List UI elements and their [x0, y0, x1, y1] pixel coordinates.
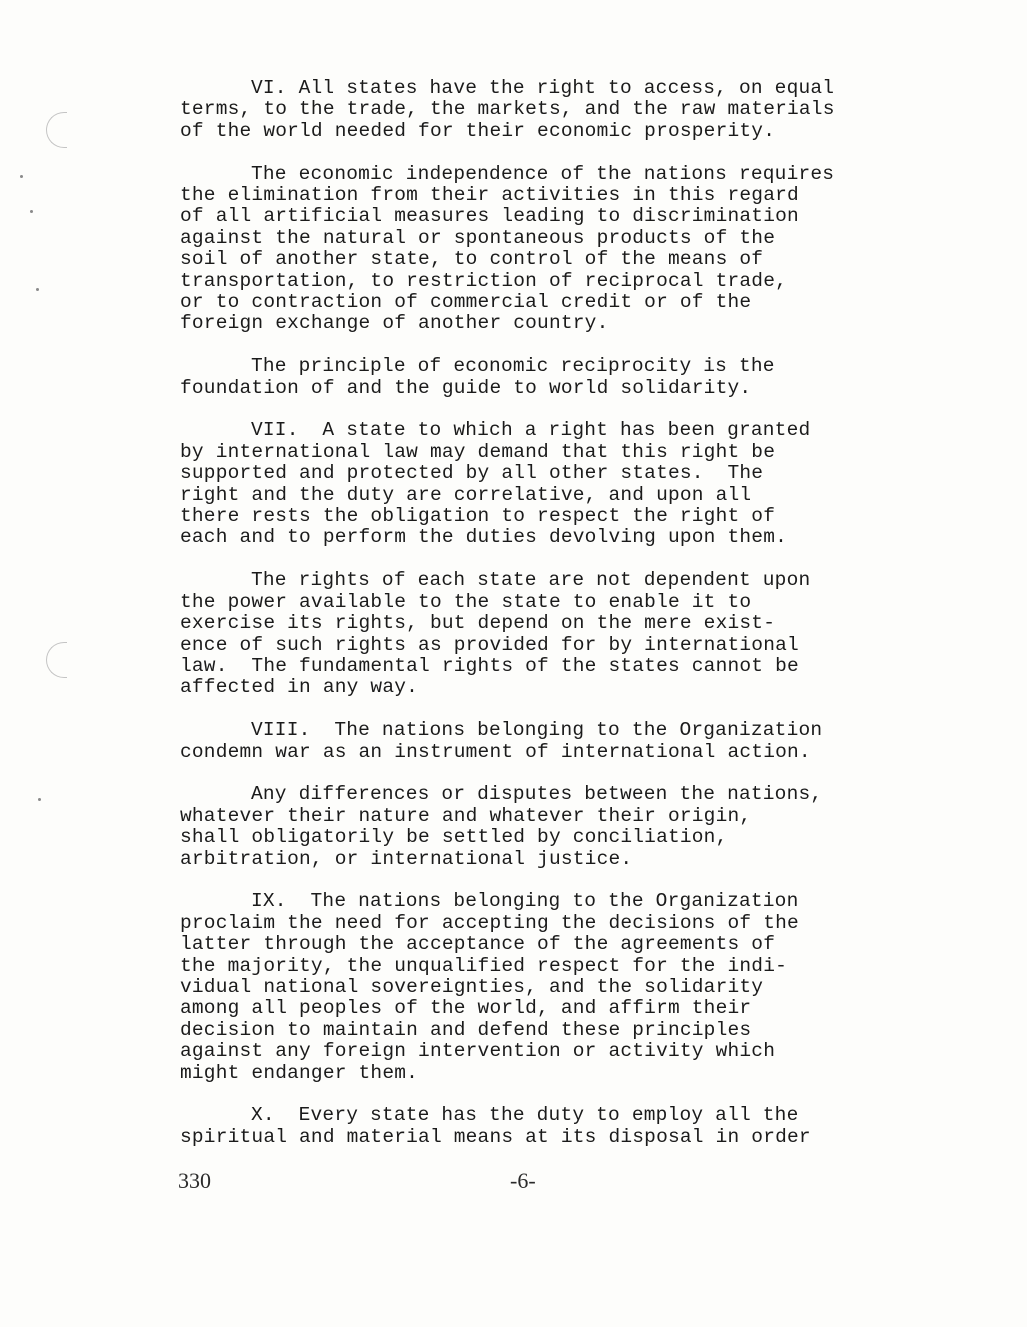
paragraph: [180, 1105, 900, 1148]
paper-speck: [38, 798, 41, 801]
paper-speck: [30, 210, 33, 213]
text-line: foreign exchange of another country.: [180, 312, 609, 335]
text-line: against the natural or spontaneous products of the: [180, 226, 776, 249]
text-line: of all artificial measures leading to discrimination: [180, 205, 799, 228]
paragraph: [180, 78, 900, 142]
text-line: whatever their nature and whatever their origin,: [180, 804, 752, 827]
text-line: VIII. The nations belonging to the Organization: [251, 719, 823, 742]
text-line: each and to perform the duties devolving upon them.: [180, 526, 787, 549]
text-line: arbitration, or international justice.: [180, 847, 633, 870]
text-line: law. The fundamental rights of the states cannot be: [180, 654, 799, 677]
document-body: [180, 78, 900, 1170]
paragraph: [180, 420, 900, 548]
text-line: VI. All states have the right to access, on equal: [251, 77, 835, 99]
text-line: foundation of and the guide to world solidarity.: [180, 376, 752, 399]
text-line: the majority, the unqualified respect for the indi-: [180, 954, 787, 977]
paper-speck: [20, 175, 23, 178]
text-line: there rests the obligation to respect the right of: [180, 505, 776, 528]
text-line: vidual national sovereignties, and the solidarity: [180, 975, 764, 998]
text-line: proclaim the need for accepting the decisions of the: [180, 911, 799, 934]
text-line: condemn war as an instrument of international action.: [180, 740, 811, 763]
text-line: the power available to the state to enable it to: [180, 590, 752, 613]
text-line: or to contraction of commercial credit or of the: [180, 291, 752, 314]
page-number: -6-: [510, 1168, 536, 1193]
text-line: affected in any way.: [180, 676, 419, 699]
paragraph: [180, 784, 900, 870]
text-line: among all peoples of the world, and affirm their: [180, 997, 752, 1020]
text-line: transportation, to restriction of reciprocal trade,: [180, 269, 787, 292]
paragraph: [180, 356, 900, 399]
text-line: VII. A state to which a right has been granted: [251, 419, 811, 442]
text-line: right and the duty are correlative, and upon all: [180, 483, 752, 506]
paragraph: [180, 570, 900, 698]
text-line: supported and protected by all other states. The: [180, 462, 764, 485]
punch-hole-top: [46, 112, 67, 148]
text-line: shall obligatorily be settled by conciliation,: [180, 826, 728, 849]
text-line: the elimination from their activities in this regard: [180, 184, 799, 207]
text-line: against any foreign intervention or activity which: [180, 1040, 776, 1063]
text-line: The principle of economic reciprocity is the: [251, 355, 775, 378]
text-line: decision to maintain and defend these principles: [180, 1018, 752, 1041]
text-line: IX. The nations belonging to the Organization: [251, 890, 799, 913]
text-line: spiritual and material means at its disposal in order: [180, 1125, 811, 1148]
text-line: might endanger them.: [180, 1061, 419, 1084]
text-line: soil of another state, to control of the means of: [180, 248, 764, 271]
text-line: The economic independence of the nations requires: [251, 162, 835, 185]
text-line: of the world needed for their economic prosperity.: [180, 119, 776, 142]
document-number: 330: [178, 1168, 211, 1193]
text-line: X. Every state has the duty to employ all the: [251, 1104, 799, 1127]
text-line: Any differences or disputes between the nations,: [251, 783, 823, 806]
text-line: latter through the acceptance of the agreements of: [180, 933, 776, 956]
paragraph: [180, 891, 900, 1084]
paper-speck: [36, 288, 39, 291]
text-line: exercise its rights, but depend on the mere exist-: [180, 612, 776, 635]
text-line: ence of such rights as provided for by international: [180, 633, 799, 656]
text-line: terms, to the trade, the markets, and the raw materials: [180, 98, 835, 121]
punch-hole-middle: [46, 642, 67, 678]
paragraph: [180, 164, 900, 335]
text-line: The rights of each state are not dependent upon: [251, 569, 811, 592]
paragraph: [180, 720, 900, 763]
text-line: by international law may demand that this right be: [180, 440, 776, 463]
